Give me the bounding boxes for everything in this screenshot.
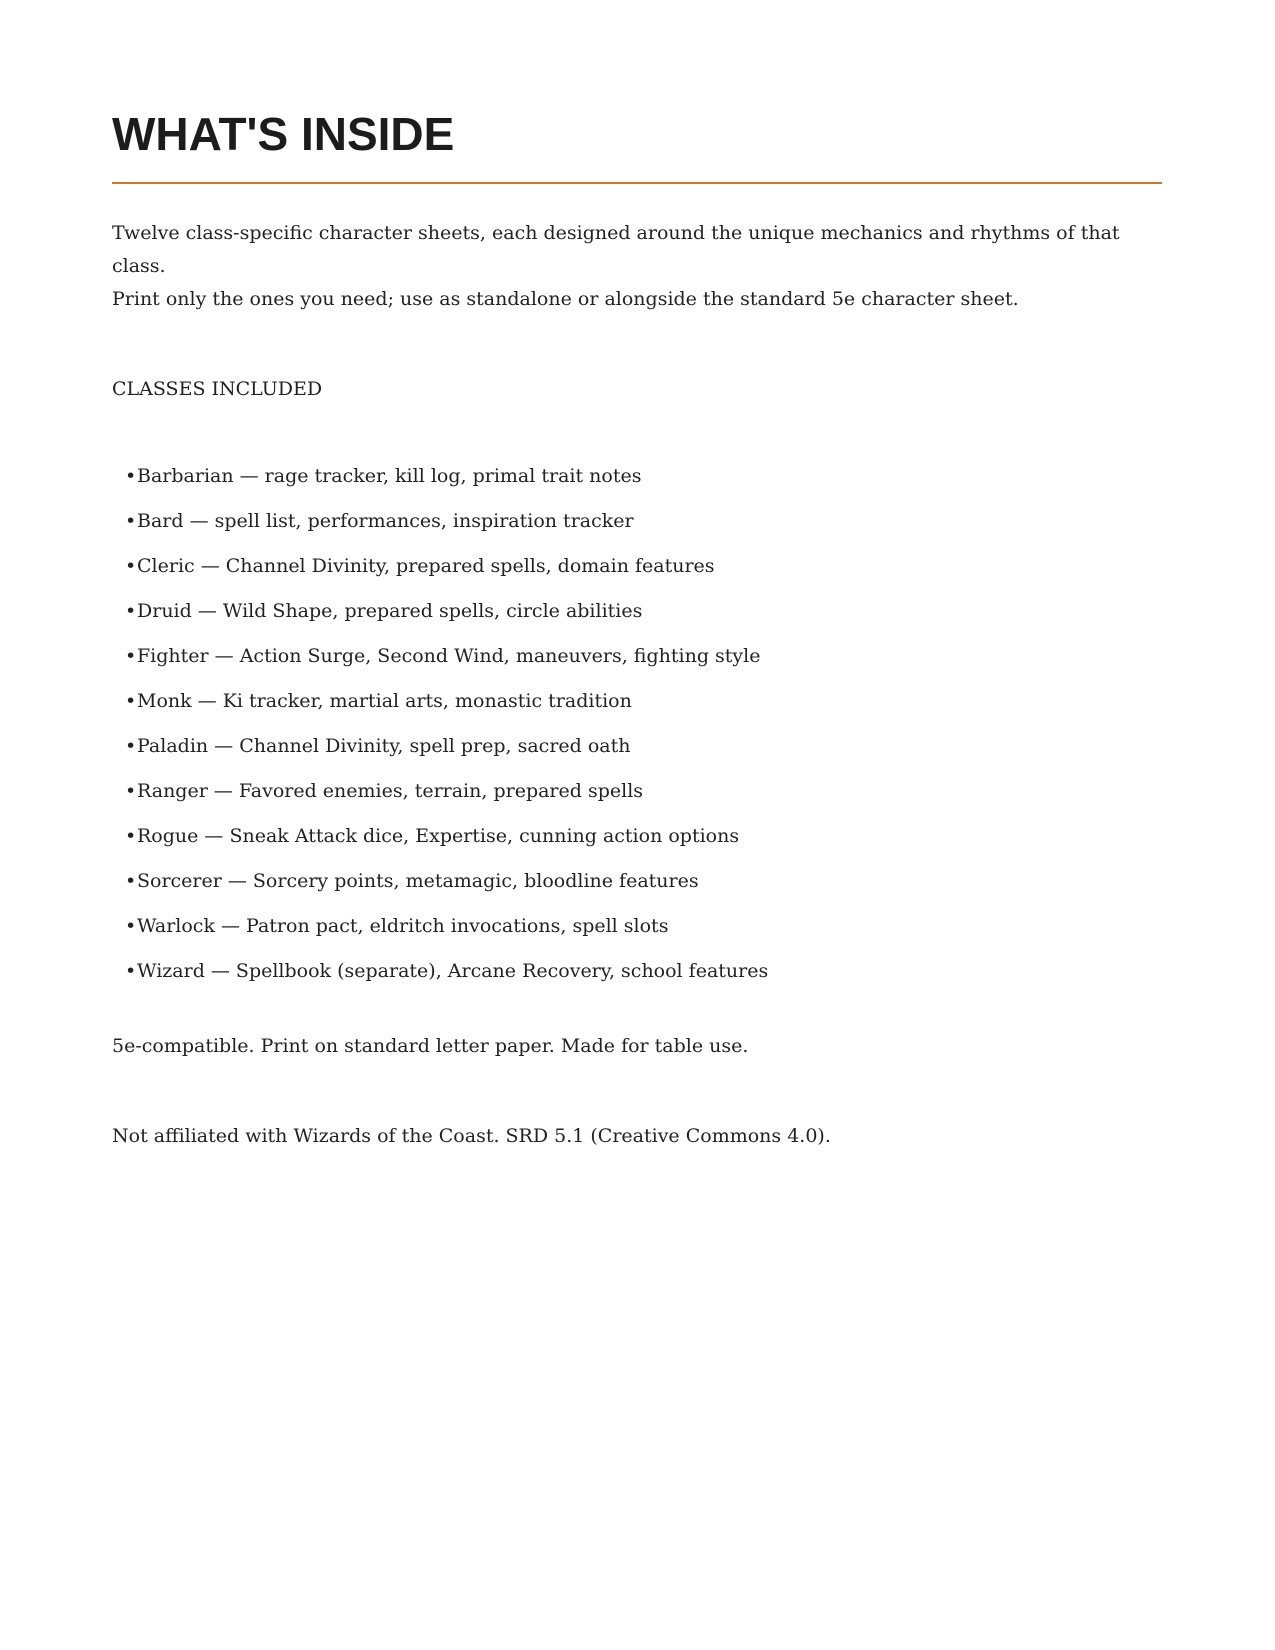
bullet-icon: • — [125, 780, 137, 802]
classes-section-label: CLASSES INCLUDED — [112, 378, 323, 400]
class-item-text: Fighter — Action Surge, Second Wind, maneuvers, fighting style — [137, 645, 761, 667]
class-list-item — [125, 460, 1162, 493]
class-item-text: Wizard — Spellbook (separate), Arcane Recovery, school features — [137, 960, 769, 982]
class-list-item — [125, 820, 1162, 853]
compatibility-note: 5e-compatible. Print on standard letter paper. Made for table use. — [112, 1035, 749, 1057]
class-item-text: Sorcerer — Sorcery points, metamagic, bloodline features — [137, 870, 699, 892]
class-item-text: Bard — spell list, performances, inspiration tracker — [137, 510, 634, 532]
bullet-icon: • — [125, 825, 137, 847]
class-list-item — [125, 505, 1162, 538]
page-title: WHAT'S INSIDE — [112, 108, 455, 160]
class-list-item — [125, 595, 1162, 628]
disclaimer: Not affiliated with Wizards of the Coast. SRD 5.1 (Creative Commons 4.0). — [112, 1125, 831, 1147]
title-divider — [112, 182, 1162, 184]
document-page — [112, 106, 1162, 1153]
class-list-item — [125, 775, 1162, 808]
class-item-text: Barbarian — rage tracker, kill log, primal trait notes — [137, 465, 642, 487]
bullet-icon: • — [125, 555, 137, 577]
class-item-text: Druid — Wild Shape, prepared spells, circle abilities — [137, 600, 643, 622]
class-list-item — [125, 910, 1162, 943]
class-item-text: Monk — Ki tracker, martial arts, monastic tradition — [137, 690, 632, 712]
class-item-text: Rogue — Sneak Attack dice, Expertise, cunning action options — [137, 825, 740, 847]
class-list-item — [125, 685, 1162, 718]
class-item-text: Ranger — Favored enemies, terrain, prepared spells — [137, 780, 644, 802]
class-list — [112, 460, 1162, 988]
intro-paragraph — [112, 217, 1162, 316]
bullet-icon: • — [125, 510, 137, 532]
class-list-item — [125, 550, 1162, 583]
bullet-icon: • — [125, 645, 137, 667]
class-item-text: Paladin — Channel Divinity, spell prep, sacred oath — [137, 735, 631, 757]
class-item-text: Cleric — Channel Divinity, prepared spells, domain features — [137, 555, 715, 577]
bullet-icon: • — [125, 465, 137, 487]
bullet-icon: • — [125, 735, 137, 757]
class-list-item — [125, 865, 1162, 898]
bullet-icon: • — [125, 960, 137, 982]
bullet-icon: • — [125, 690, 137, 712]
class-list-item — [125, 640, 1162, 673]
bullet-icon: • — [125, 600, 137, 622]
class-list-item — [125, 955, 1162, 988]
intro-line-2: Print only the ones you need; use as standalone or alongside the standard 5e character sheet. — [112, 288, 1019, 310]
class-list-item — [125, 730, 1162, 763]
bullet-icon: • — [125, 870, 137, 892]
intro-line-1: Twelve class-specific character sheets, each designed around the unique mechanics and rhythms of that class. — [112, 222, 1120, 277]
class-item-text: Warlock — Patron pact, eldritch invocations, spell slots — [137, 915, 669, 937]
bullet-icon: • — [125, 915, 137, 937]
